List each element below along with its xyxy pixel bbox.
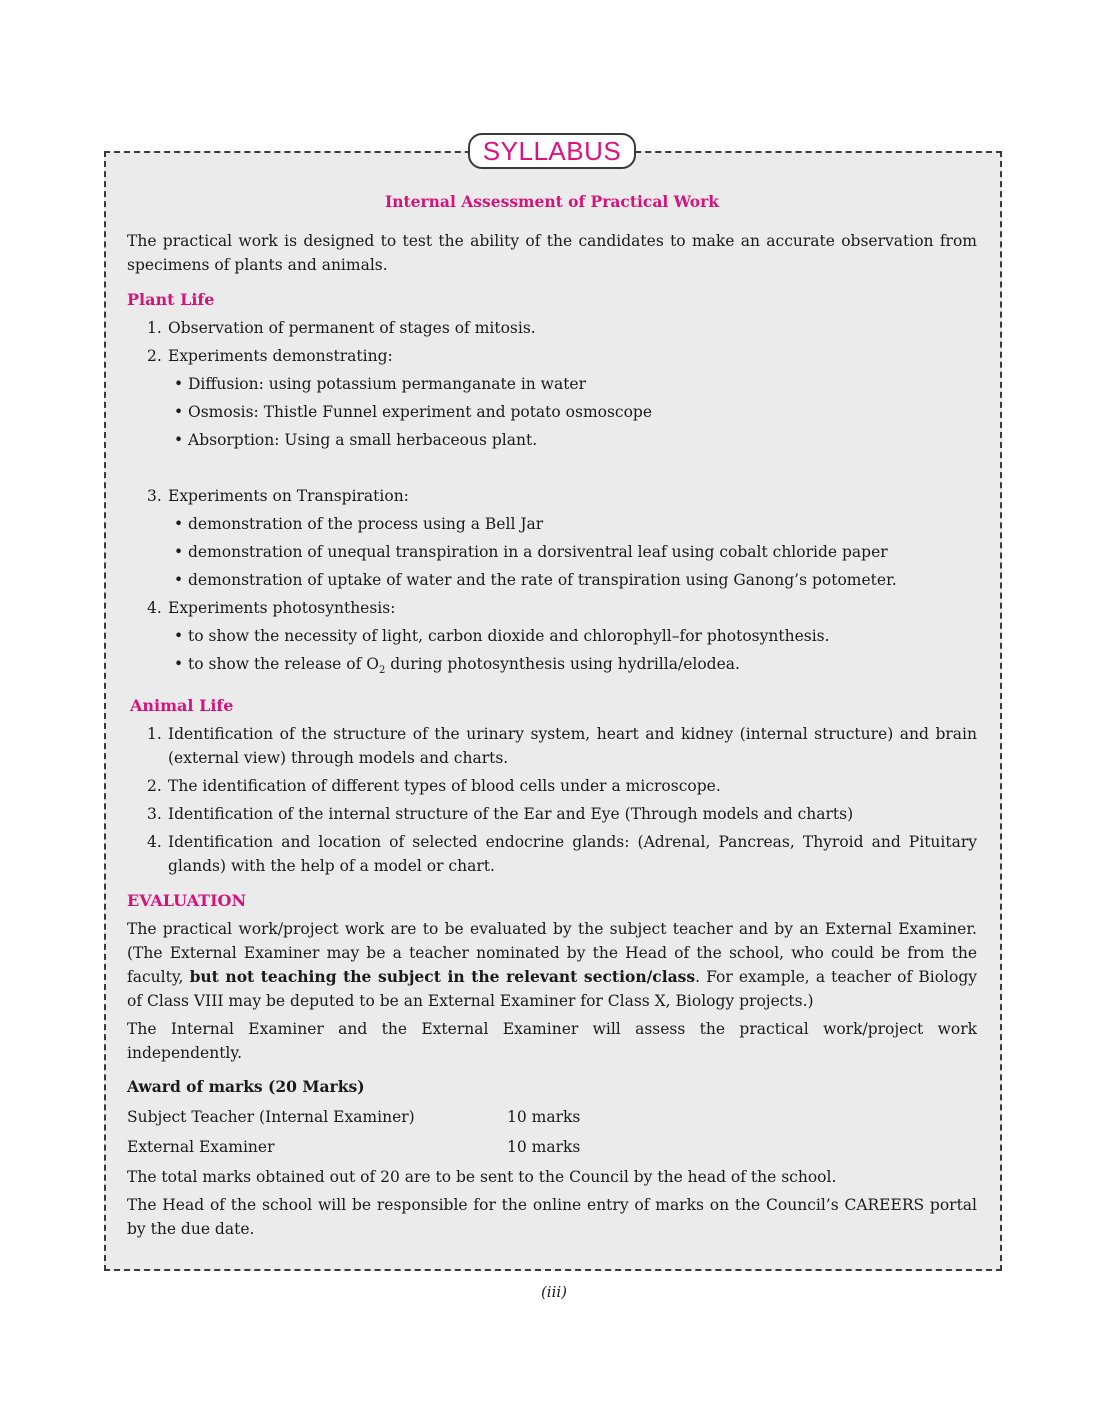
animal-life-heading: Animal Life: [130, 696, 234, 716]
bullet-item: • demonstration of unequal transpiration in a dorsiventral leaf using cobalt chloride paper: [127, 540, 977, 564]
bullet-list: [127, 372, 977, 452]
syllabus-badge: SYLLABUS: [468, 133, 636, 169]
evaluation-heading: EVALUATION: [127, 891, 247, 911]
list-item: 2. Experiments demonstrating:: [147, 347, 393, 365]
section-title: Internal Assessment of Practical Work: [384, 192, 720, 211]
bullet-icon: •: [174, 627, 184, 645]
bullet-item: • Absorption: Using a small herbaceous plant.: [127, 428, 977, 452]
evaluation-paragraph: The total marks obtained out of 20 are to be sent to the Council by the head of the school.: [127, 1168, 837, 1187]
list-item: 4. Experiments photosynthesis:: [147, 599, 396, 617]
plant-life-list: [127, 316, 977, 368]
plant-life-heading: Plant Life: [127, 290, 215, 309]
bullet-icon: •: [174, 431, 184, 449]
list-item: 3. Experiments on Transpiration:: [147, 487, 409, 505]
bullet-icon: •: [174, 655, 184, 673]
bullet-item: • to show the necessity of light, carbon dioxide and chlorophyll–for photosynthesis.: [127, 624, 977, 648]
bullet-list: [127, 512, 977, 592]
evaluation-paragraph: The Internal Examiner and the External Examiner will assess the practical work/project work independently.: [127, 1020, 977, 1063]
marks-row: Subject Teacher (Internal Examiner) 10 marks: [127, 1108, 581, 1127]
bullet-icon: •: [174, 543, 184, 561]
bullet-item: • Osmosis: Thistle Funnel experiment and potato osmoscope: [127, 400, 977, 424]
bullet-icon: •: [174, 403, 184, 421]
list-item: 1. Identification of the structure of the urinary system, heart and kidney (internal structure) and brain (external view) through models and charts.: [147, 725, 977, 768]
intro-paragraph: The practical work is designed to test the ability of the candidates to make an accurate observation from specimens of plants and animals.: [127, 232, 977, 274]
evaluation-paragraph: The practical work/project work are to be evaluated by the subject teacher and by an External Examiner. (The External Examiner may be a teacher nominated by the Head of the school, who could be from the faculty, but not teaching the subject in the relevant section/class. For example, a teacher of Biology of Class VIII may be deputed to be an External Examiner for Class X, Biology projects.): [127, 920, 977, 1011]
bullet-list: [127, 624, 977, 683]
bullet-item: • demonstration of uptake of water and the rate of transpiration using Ganong’s potometer.: [127, 568, 977, 592]
plant-life-list: [127, 596, 977, 620]
bullet-icon: •: [174, 375, 184, 393]
plant-life-list: [127, 484, 977, 508]
syllabus-content: [127, 186, 977, 1245]
bullet-item: • demonstration of the process using a Bell Jar: [127, 512, 977, 536]
animal-life-list: [127, 722, 977, 878]
list-item: 2. The identification of different types of blood cells under a microscope.: [147, 777, 721, 796]
bullet-icon: •: [174, 515, 184, 533]
list-item: 4. Identification and location of selected endocrine glands: (Adrenal, Pancreas, Thyroid and Pituitary glands) with the help of a model or chart.: [147, 833, 977, 876]
marks-row: External Examiner 10 marks: [127, 1138, 581, 1157]
evaluation-paragraph: The Head of the school will be responsible for the online entry of marks on the Council’s CAREERS portal by the due date.: [127, 1196, 977, 1239]
list-item: 1. Observation of permanent of stages of mitosis.: [147, 319, 536, 337]
bullet-icon: •: [174, 571, 184, 589]
page-number: (iii): [540, 1283, 568, 1301]
award-heading: Award of marks (20 Marks): [127, 1077, 365, 1097]
bullet-item: • Diffusion: using potassium permanganate in water: [127, 372, 977, 396]
list-item: 3. Identification of the internal structure of the Ear and Eye (Through models and charts): [147, 805, 854, 824]
bullet-item: • to show the release of $O_2$ during photosynthesis using hydrilla/elodea.: [127, 652, 977, 683]
